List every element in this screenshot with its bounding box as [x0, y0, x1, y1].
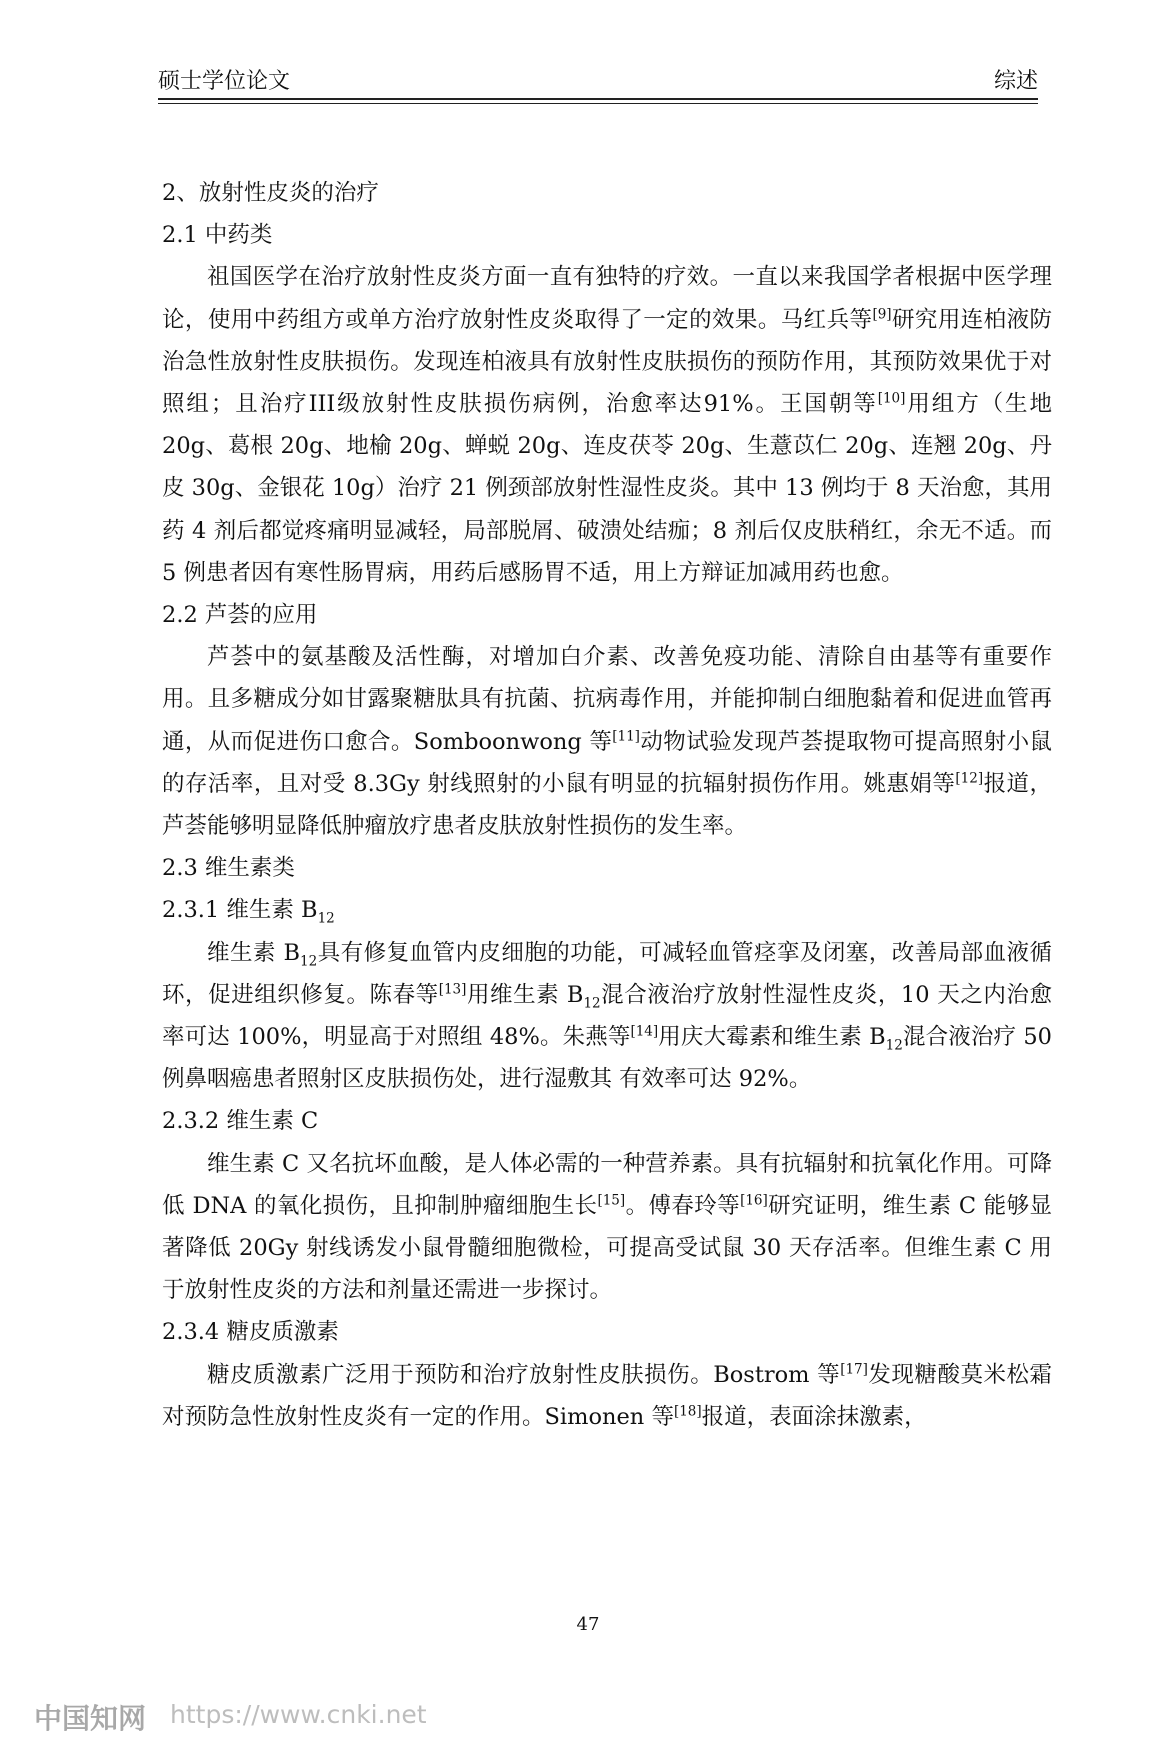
- paragraph-2-3-2: 维生素 C 又名抗坏血酸，是人体必需的一种营养素。具有抗辐射和抗氧化作用。可降低 DNA 的氧化损伤，且抑制肿瘤细胞生长[15]。傅春玲等[16]研究证明，维生素 C 能够显著降低 20Gy 射线诱发小鼠骨髓细胞微检，可提高受试鼠 30 天存活率。但维生素 C 用于放射性皮炎的方法和剂量还需进一步探讨。: [162, 1150, 1052, 1304]
- paragraph-2-1: 祖国医学在治疗放射性皮炎方面一直有独特的疗效。一直以来我国学者根据中医学理论，使用中药组方或单方治疗放射性皮炎取得了一定的效果。马红兵等[9]研究用连柏液防治急性放射性皮肤损伤。发现连柏液具有放射性皮肤损伤的预防作用，其预防效果优于对照组；且治疗III级放射性皮肤损伤病例，治愈率达91%。王国朝等[10]用组方（生地 20g、葛根 20g、地榆 20g、蝉蜕 20g、连皮茯苓 20g、生薏苡仁 20g、连翘 20g、丹皮 30g、金银花 10g）治疗 21 例颈部放射性湿性皮炎。其中 13 例均于 8 天治愈，其用药 4 剂后都觉疼痛明显减轻，局部脱屑、破溃处结痂；8 剂后仅皮肤稍红，余无不适。而 5 例患者因有寒性肠胃病，用药后感肠胃不适，用上方辩证加减用药也愈。: [162, 264, 1052, 586]
- watermark-footer: [34, 1697, 634, 1735]
- page-number: 47: [576, 1614, 600, 1635]
- page-body: [162, 172, 1052, 1438]
- citation-10[interactable]: [10]: [877, 390, 906, 407]
- citation-13[interactable]: [13]: [438, 981, 467, 998]
- citation-12[interactable]: [12]: [955, 770, 984, 787]
- section-heading-2-3: 2.3 维生素类: [162, 855, 295, 882]
- paragraph-2-3-1: 维生素 $B_{12}$具有修复血管内皮细胞的功能，可减轻血管痉挛及闭塞，改善局部血液循环，促进组织修复。陈春等[13]用维生素 $B_{12}$混合液治疗放射性湿性皮炎，10 天之内治愈率可达 100%，明显高于对照组 48%。朱燕等[14]用庆大霉素和维生素 $B_{12}$混合液治疗 50 例鼻咽癌患者照射区皮肤损伤处，进行湿敷其 有效率可达 92%。: [162, 939, 1052, 1093]
- section-heading-2-3-4: 2.3.4 糖皮质激素: [162, 1319, 339, 1346]
- section-heading-2: 2、放射性皮炎的治疗: [162, 180, 379, 206]
- section-heading-2-2: 2.2 芦荟的应用: [162, 602, 318, 629]
- citation-15[interactable]: [15]: [597, 1192, 626, 1209]
- section-heading-2-3-1: 2.3.1 维生素 $B_{12}$: [162, 897, 335, 927]
- section-heading-2-1: 2.1 中药类: [162, 222, 273, 249]
- citation-11[interactable]: [11]: [612, 728, 640, 745]
- citation-17[interactable]: [17]: [840, 1361, 868, 1378]
- header-chapter: 综述: [993, 69, 1038, 94]
- citation-18[interactable]: [18]: [673, 1403, 702, 1420]
- citation-9[interactable]: [9]: [872, 306, 892, 323]
- page-header: [158, 64, 1038, 104]
- paragraph-2-3-4: 糖皮质激素广泛用于预防和治疗放射性皮肤损伤。Bostrom 等[17]发现糖酸莫米松霜对预防急性放射性皮炎有一定的作用。Simonen 等[18]报道，表面涂抹激素，: [162, 1361, 1052, 1430]
- header-rule-thin: [158, 103, 1038, 104]
- section-heading-2-3-2: 2.3.2 维生素 C: [162, 1108, 319, 1135]
- cnki-url[interactable]: https://www.cnki.net: [170, 1700, 427, 1729]
- cnki-logo: 中国知网: [34, 1702, 147, 1735]
- header-thesis-type: 硕士学位论文: [158, 69, 291, 94]
- header-rule-thick: [158, 98, 1038, 100]
- citation-16[interactable]: [16]: [740, 1192, 768, 1209]
- paragraph-2-2: 芦荟中的氨基酸及活性酶，对增加白介素、改善免疫功能、清除自由基等有重要作用。且多糖成分如甘露聚糖肽具有抗菌、抗病毒作用，并能抑制白细胞黏着和促进血管再通，从而促进伤口愈合。Somboonwong 等[11]动物试验发现芦荟提取物可提高照射小鼠的存活率，且对受 8.3Gy 射线照射的小鼠有明显的抗辐射损伤作用。姚惠娟等[12]报道，芦荟能够明显降低肿瘤放疗患者皮肤放射性损伤的发生率。: [162, 644, 1052, 840]
- citation-14[interactable]: [14]: [630, 1023, 659, 1040]
